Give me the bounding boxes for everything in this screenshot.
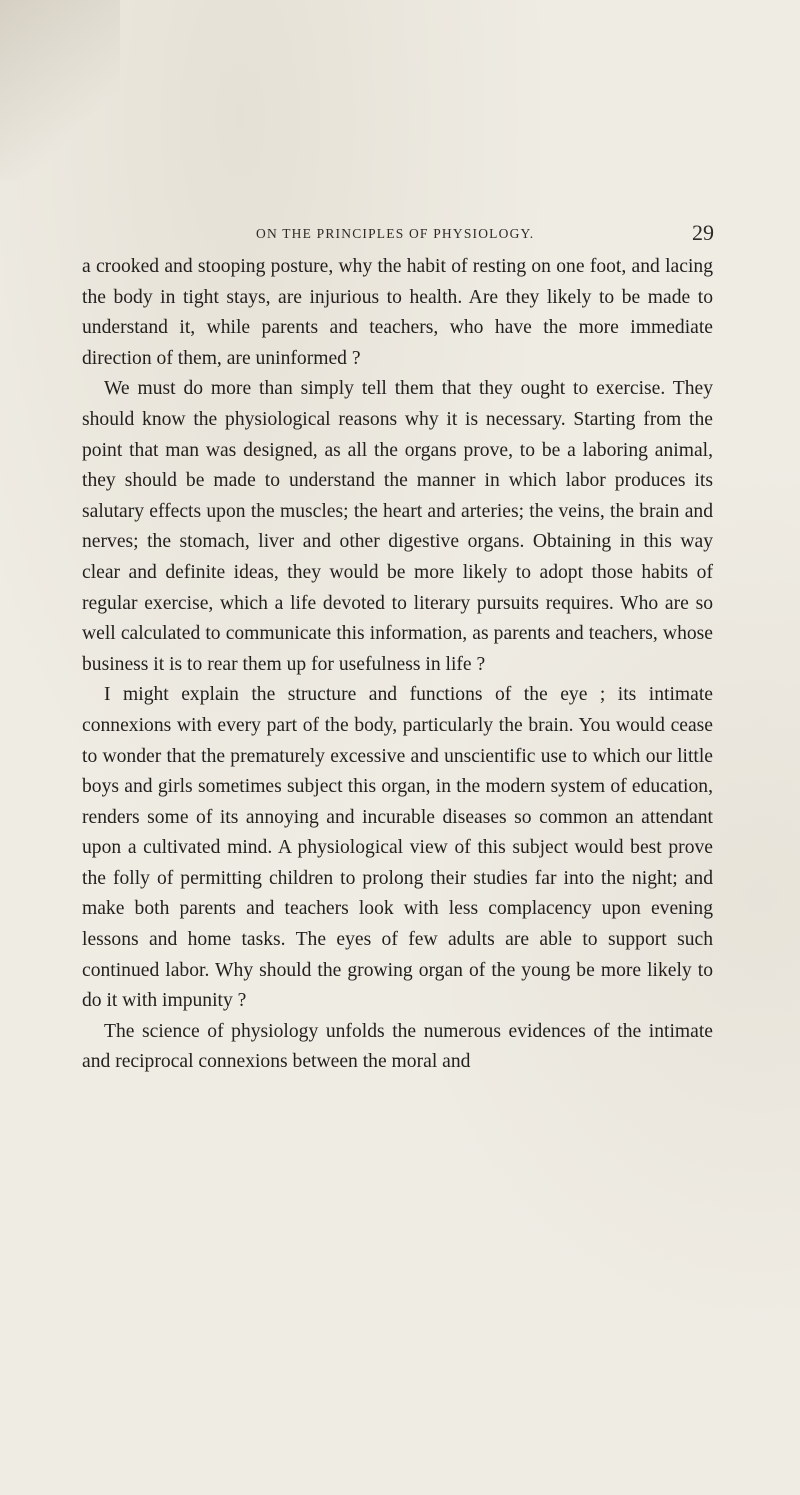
paragraph: a crooked and stooping posture, why the habit of resting on one foot, and lacing the body in tight stays, are injurious to health. Are they likely to be made to understand it, while parents and teachers, who have the more immediate direction of them, are uninformed ? [82, 256, 713, 369]
running-head-title: ON THE PRINCIPLES OF PHYSIOLOGY. [256, 226, 535, 241]
page-stain [0, 0, 120, 180]
body-text [82, 252, 713, 1078]
paragraph: We must do more than simply tell them that they ought to exercise. They should know the physiological reasons why it is necessary. Starting from the point that man was designed, as all the organs prove, to be a laboring animal, they should be made to understand the manner in which labor produces its salutary effects upon the muscles; the heart and arteries; the veins, the brain and nerves; the stomach, liver and other digestive organs. Obtaining in this way clear and definite ideas, they would be more likely to adopt those habits of regular exercise, which a life devoted to literary pursuits requires. Who are so well calculated to communicate this information, as parents and teachers, whose business it is to rear them up for usefulness in life ? [82, 378, 713, 675]
paragraph: The science of physiology unfolds the numerous evidences of the intimate and reciprocal connexions between the moral and [82, 1020, 713, 1073]
paragraph: I might explain the structure and functions of the eye ; its intimate connexions with every part of the body, particularly the brain. You would cease to wonder that the prematurely excessive and unscientific use to which our little boys and girls sometimes subject this organ, in the modern system of education, renders some of its annoying and incurable diseases so common an attendant upon a cultivated mind. A physiological view of this subject would best prove the folly of permitting children to prolong their studies far into the night; and make both parents and teachers look with less complacency upon evening lessons and home tasks. The eyes of few adults are able to support such continued labor. Why should the growing organ of the young be more likely to do it with impunity ? [82, 684, 713, 1012]
running-head [256, 222, 714, 246]
page-number: 29 [692, 220, 714, 245]
